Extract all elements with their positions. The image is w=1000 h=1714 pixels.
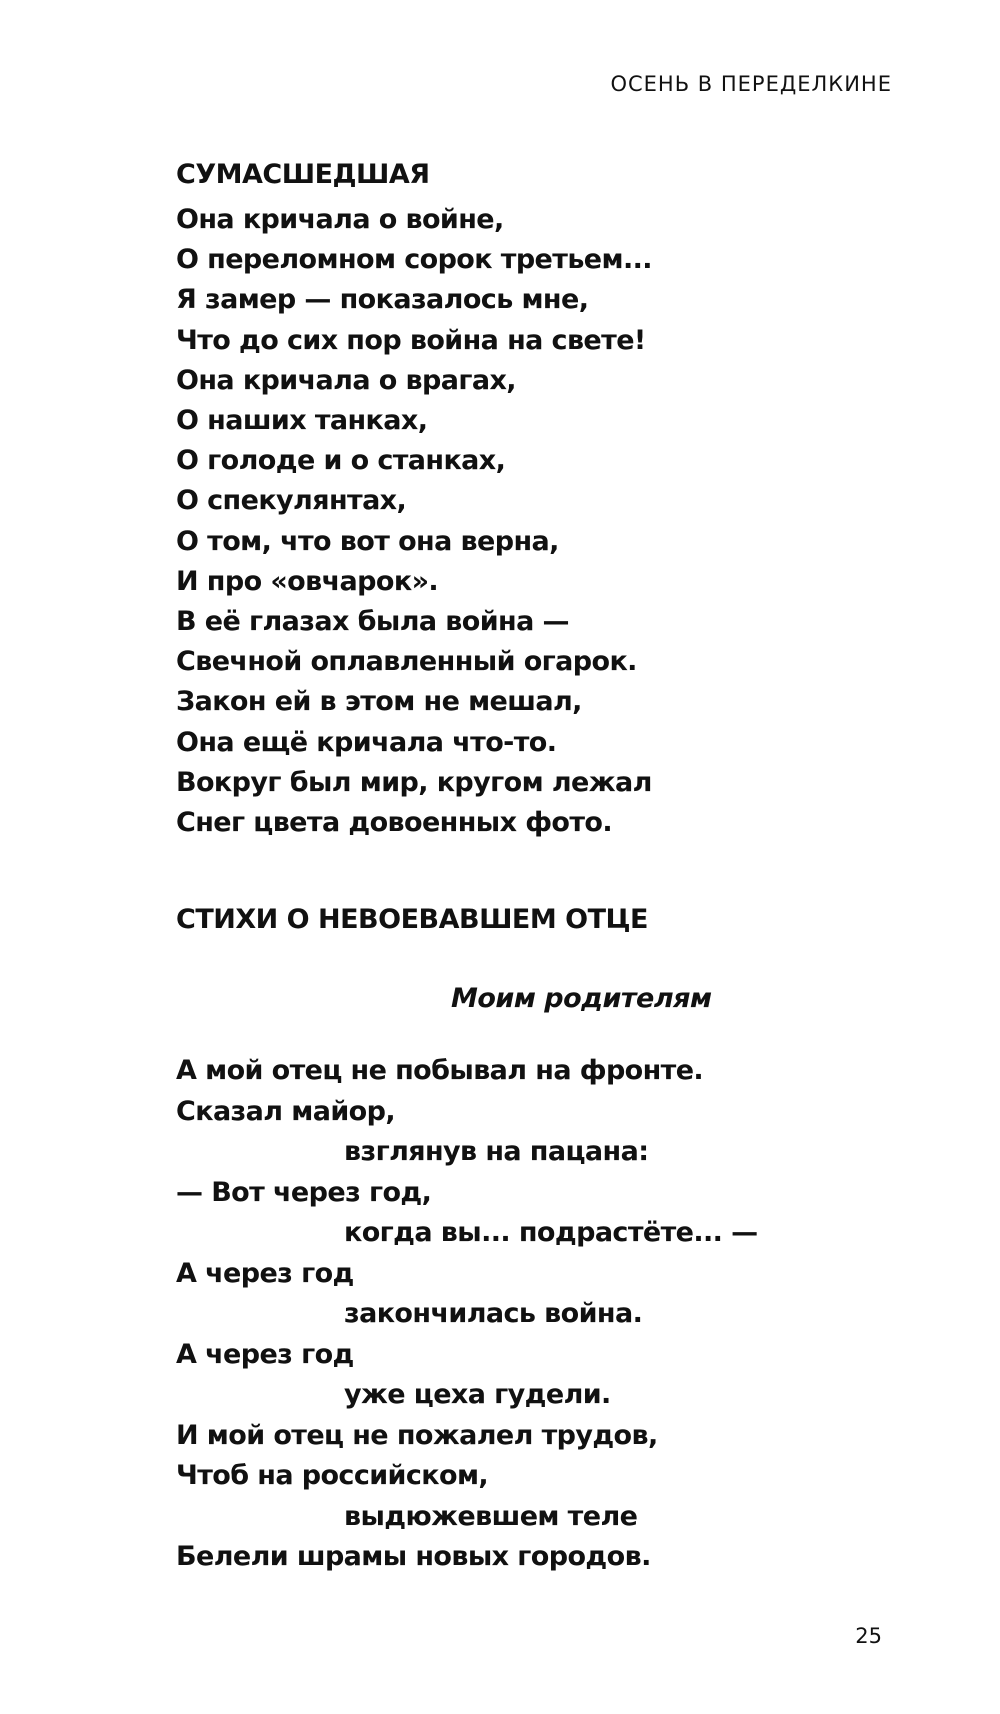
poem-line: О переломном сорок третьем... — [176, 244, 652, 276]
poem-line-indented: выдюжевшем теле — [344, 1500, 638, 1532]
poem-dedication: Моим родителям — [451, 983, 712, 1015]
poem-line: Вокруг был мир, кругом лежал — [176, 766, 652, 798]
poem-line: Сказал майор, — [176, 1095, 395, 1127]
poem-body — [176, 1051, 896, 1578]
poem-line: О голоде и о станках, — [176, 445, 506, 477]
poem-line: О спекулянтах, — [176, 485, 407, 517]
poem-line-indented: взглянув на пацана: — [344, 1136, 649, 1168]
poem-body — [176, 200, 896, 843]
poem-line: Она кричала о войне, — [176, 204, 504, 235]
page-number: 25 — [855, 1624, 882, 1648]
poem-line-indented: когда вы... подрастёте... — — [344, 1217, 758, 1249]
poem-line-indented: закончилась война. — [344, 1298, 643, 1330]
poem-line: Что до сих пор война на свете! — [176, 324, 646, 356]
poem-line: Свечной оплавленный огарок. — [176, 646, 637, 678]
poem-title: СУМАСШЕДШАЯ — [176, 159, 430, 190]
poem-line: Она кричала о врагах, — [176, 364, 516, 396]
poem-line: А мой отец не побывал на фронте. — [176, 1055, 704, 1087]
poem-line: О наших танках, — [176, 405, 428, 437]
poem-line: Белели шрамы новых городов. — [176, 1541, 651, 1573]
poem-line: В её глазах была война — — [176, 606, 569, 638]
poem-line: Я замер — показалось мне, — [176, 284, 589, 316]
poem-line-indented: уже цеха гудели. — [344, 1379, 611, 1411]
page-content — [176, 150, 896, 1578]
poem-line: А через год — [176, 1257, 354, 1289]
poem-line: И про «овчарок». — [176, 565, 439, 597]
poem-line: И мой отец не пожалел трудов, — [176, 1419, 658, 1451]
poem-line: — Вот через год, — [176, 1176, 432, 1208]
poem-line: Чтоб на российском, — [176, 1460, 489, 1492]
poem-line: О том, что вот она верна, — [176, 525, 559, 557]
poem-line: Она ещё кричала что-то. — [176, 726, 557, 758]
poem-line: Снег цвета довоенных фото. — [176, 807, 613, 839]
poem-line: Закон ей в этом не мешал, — [176, 686, 582, 718]
running-head: ОСЕНЬ В ПЕРЕДЕЛКИНЕ — [610, 72, 892, 96]
poem-line: А через год — [176, 1338, 354, 1370]
poem-title: СТИХИ О НЕВОЕВАВШЕМ ОТЦЕ — [176, 904, 648, 936]
